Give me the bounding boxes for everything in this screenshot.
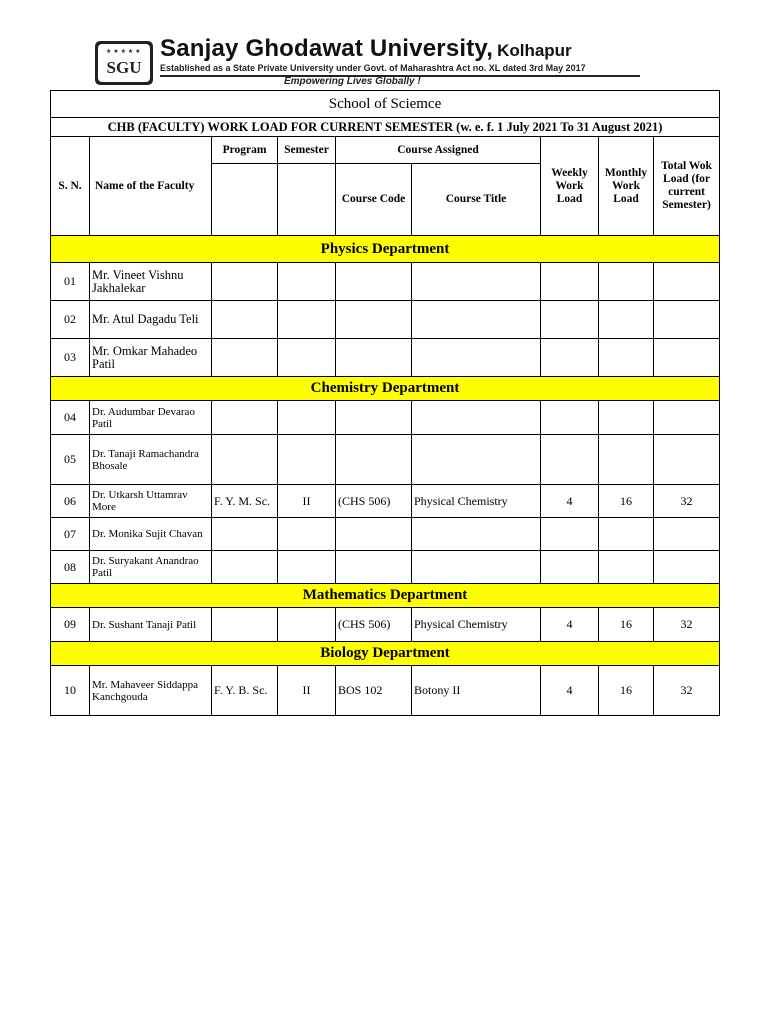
university-logo [94, 40, 154, 86]
faculty-weekly-load [541, 435, 599, 485]
establishment-note: Established as a State Private University under Govt. of Maharashtra Act no. XL dated 3rd May 2017 [160, 63, 586, 73]
faculty-row [51, 339, 720, 377]
faculty-name: Dr. Audumbar Devarao Patil [90, 401, 212, 435]
faculty-weekly-load [541, 339, 599, 377]
department-name: Physics Department [51, 236, 720, 263]
faculty-monthly-load [599, 339, 654, 377]
faculty-name: Mr. Mahaveer Siddappa Kanchgouda [90, 666, 212, 716]
faculty-weekly-load: 4 [541, 485, 599, 518]
department-name: Chemistry Department [51, 377, 720, 401]
faculty-course-title: Physical Chemistry [412, 485, 541, 518]
faculty-course-title [412, 401, 541, 435]
faculty-sn: 07 [51, 518, 90, 551]
faculty-row [51, 666, 720, 716]
faculty-total-load: 32 [654, 666, 720, 716]
faculty-sn: 10 [51, 666, 90, 716]
faculty-program [212, 339, 278, 377]
header-semester-blank [278, 164, 336, 236]
faculty-total-load [654, 301, 720, 339]
faculty-program [212, 435, 278, 485]
faculty-monthly-load [599, 551, 654, 584]
faculty-total-load [654, 435, 720, 485]
school-title: School of Sciemce [51, 91, 720, 118]
faculty-row [51, 551, 720, 584]
faculty-total-load: 32 [654, 485, 720, 518]
faculty-program: F. Y. M. Sc. [212, 485, 278, 518]
faculty-monthly-load [599, 301, 654, 339]
faculty-total-load [654, 551, 720, 584]
faculty-course-title [412, 263, 541, 301]
faculty-course-title: Botony II [412, 666, 541, 716]
faculty-weekly-load [541, 263, 599, 301]
faculty-row [51, 435, 720, 485]
faculty-course-code: BOS 102 [336, 666, 412, 716]
faculty-program [212, 401, 278, 435]
header-total-load: Total Wok Load (for current Semester) [654, 137, 720, 236]
faculty-weekly-load [541, 401, 599, 435]
faculty-row [51, 518, 720, 551]
faculty-program [212, 301, 278, 339]
faculty-program [212, 263, 278, 301]
header-program: Program [212, 137, 278, 164]
faculty-semester [278, 263, 336, 301]
faculty-course-code: (CHS 506) [336, 485, 412, 518]
faculty-program [212, 551, 278, 584]
faculty-semester [278, 401, 336, 435]
header-sn: S. N. [51, 137, 90, 236]
department-band [51, 584, 720, 608]
workload-table [50, 90, 720, 716]
faculty-name: Dr. Monika Sujit Chavan [90, 518, 212, 551]
faculty-program: F. Y. B. Sc. [212, 666, 278, 716]
faculty-course-code: (CHS 506) [336, 608, 412, 642]
faculty-row [51, 401, 720, 435]
svg-text:★ ★ ★ ★ ★: ★ ★ ★ ★ ★ [106, 48, 141, 55]
faculty-course-code [336, 301, 412, 339]
faculty-total-load: 32 [654, 608, 720, 642]
faculty-monthly-load: 16 [599, 485, 654, 518]
faculty-monthly-load [599, 263, 654, 301]
header-course-assigned: Course Assigned [336, 137, 541, 164]
university-title [160, 34, 572, 66]
faculty-sn: 03 [51, 339, 90, 377]
faculty-semester [278, 551, 336, 584]
header-course-code: Course Code [336, 164, 412, 236]
faculty-row [51, 301, 720, 339]
faculty-program [212, 608, 278, 642]
university-city: Kolhapur [497, 41, 572, 60]
faculty-course-code [336, 263, 412, 301]
faculty-monthly-load [599, 518, 654, 551]
faculty-weekly-load: 4 [541, 666, 599, 716]
letterhead [94, 34, 646, 92]
faculty-semester [278, 301, 336, 339]
faculty-semester: II [278, 666, 336, 716]
department-band [51, 236, 720, 263]
header-course-title: Course Title [412, 164, 541, 236]
faculty-sn: 01 [51, 263, 90, 301]
faculty-course-code [336, 435, 412, 485]
faculty-course-title [412, 301, 541, 339]
faculty-sn: 08 [51, 551, 90, 584]
faculty-course-title [412, 435, 541, 485]
header-semester: Semester [278, 137, 336, 164]
department-band [51, 377, 720, 401]
logo-text: SGU [106, 58, 142, 77]
faculty-total-load [654, 518, 720, 551]
faculty-row [51, 485, 720, 518]
faculty-sn: 05 [51, 435, 90, 485]
faculty-monthly-load: 16 [599, 608, 654, 642]
faculty-sn: 06 [51, 485, 90, 518]
department-name: Mathematics Department [51, 584, 720, 608]
faculty-semester: II [278, 485, 336, 518]
faculty-name: Dr. Tanaji Ramachandra Bhosale [90, 435, 212, 485]
faculty-sn: 09 [51, 608, 90, 642]
faculty-total-load [654, 339, 720, 377]
faculty-semester [278, 435, 336, 485]
faculty-row [51, 608, 720, 642]
faculty-weekly-load [541, 301, 599, 339]
faculty-semester [278, 518, 336, 551]
faculty-sn: 04 [51, 401, 90, 435]
header-monthly-load: Monthly Work Load [599, 137, 654, 236]
faculty-name: Dr. Sushant Tanaji Patil [90, 608, 212, 642]
university-tagline: Empowering Lives Globally ! [284, 76, 421, 87]
faculty-course-title: Physical Chemistry [412, 608, 541, 642]
department-name: Biology Department [51, 642, 720, 666]
faculty-total-load [654, 263, 720, 301]
faculty-course-code [336, 401, 412, 435]
faculty-semester [278, 608, 336, 642]
faculty-semester [278, 339, 336, 377]
header-program-blank [212, 164, 278, 236]
header-weekly-load: Weekly Work Load [541, 137, 599, 236]
faculty-name: Dr. Suryakant Anandrao Patil [90, 551, 212, 584]
faculty-name: Mr. Atul Dagadu Teli [90, 301, 212, 339]
faculty-sn: 02 [51, 301, 90, 339]
faculty-name: Mr. Omkar Mahadeo Patil [90, 339, 212, 377]
faculty-course-title [412, 551, 541, 584]
faculty-course-code [336, 518, 412, 551]
faculty-course-code [336, 339, 412, 377]
faculty-weekly-load [541, 551, 599, 584]
faculty-name: Dr. Utkarsh Uttamrav More [90, 485, 212, 518]
faculty-course-title [412, 518, 541, 551]
faculty-monthly-load [599, 401, 654, 435]
faculty-course-code [336, 551, 412, 584]
faculty-monthly-load: 16 [599, 666, 654, 716]
department-band [51, 642, 720, 666]
workload-subtitle: CHB (FACULTY) WORK LOAD FOR CURRENT SEMESTER (w. e. f. 1 July 2021 To 31 August 2021) [51, 118, 720, 137]
header-faculty-name: Name of the Faculty [90, 137, 212, 236]
faculty-row [51, 263, 720, 301]
faculty-weekly-load [541, 518, 599, 551]
faculty-total-load [654, 401, 720, 435]
faculty-course-title [412, 339, 541, 377]
faculty-program [212, 518, 278, 551]
university-name: Sanjay Ghodawat University, [160, 35, 494, 62]
faculty-monthly-load [599, 435, 654, 485]
faculty-weekly-load: 4 [541, 608, 599, 642]
faculty-name: Mr. Vineet Vishnu Jakhalekar [90, 263, 212, 301]
